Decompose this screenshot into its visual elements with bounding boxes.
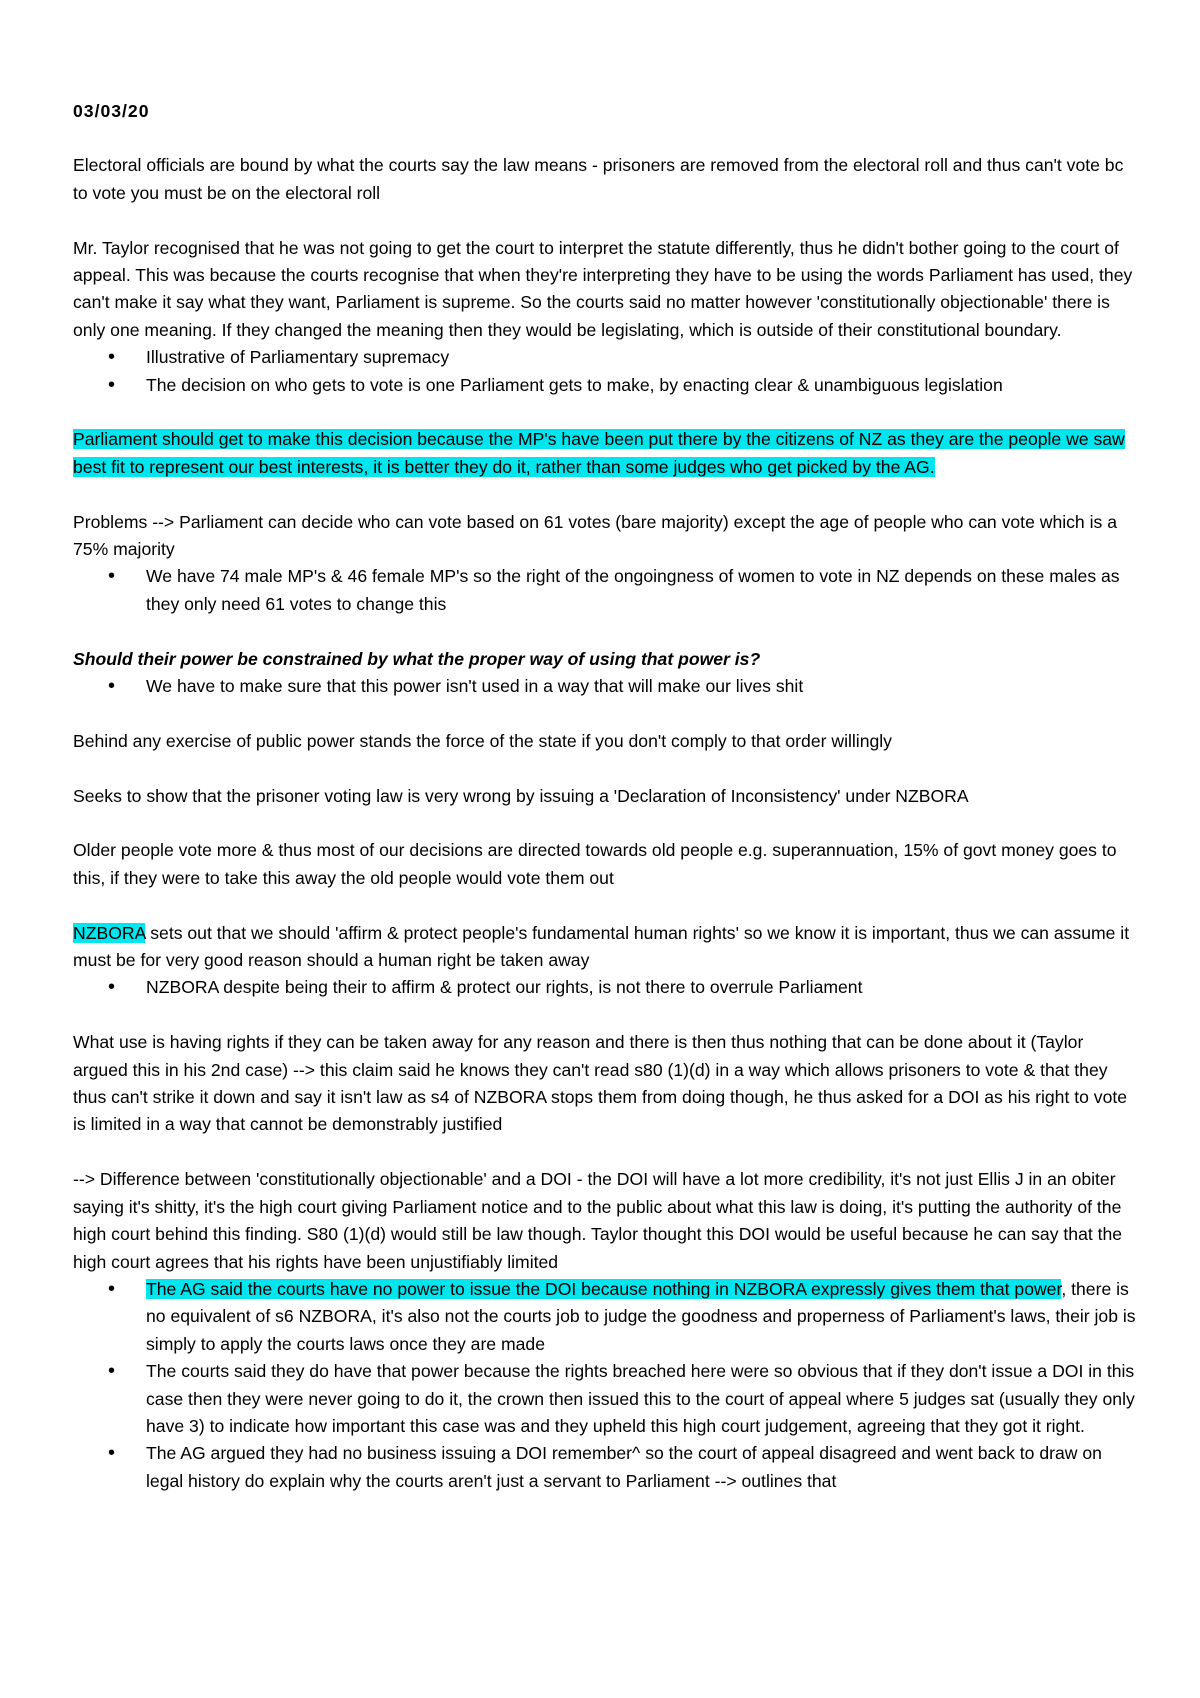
list-item-text: We have 74 male MP's & 46 female MP's so the right of the ongoingness of women to vote in NZ depends on these males as they only need 61 votes to change this	[146, 566, 1120, 614]
bullet-list-question	[73, 673, 1140, 700]
list-item-text: We have to make sure that this power isn't used in a way that will make our lives shit	[146, 676, 804, 697]
bullet-icon: •	[108, 1277, 116, 1300]
list-item	[73, 974, 1140, 1001]
bullet-icon: •	[108, 373, 116, 396]
list-item	[73, 673, 1140, 700]
bullet-icon: •	[108, 1360, 116, 1383]
list-item	[73, 372, 1140, 399]
bullet-list-nzbora	[73, 974, 1140, 1001]
highlighted-text: NZBORA	[73, 922, 146, 943]
bullet-icon: •	[108, 976, 116, 999]
bullet-list-doi	[73, 1276, 1140, 1495]
note-date: 03/03/20	[73, 101, 150, 121]
list-item-text: The decision on who gets to vote is one Parliament gets to make, by enacting clear & unambiguous legislation	[146, 374, 1003, 395]
list-item-text: , there is no equivalent of s6 NZBORA, it's also not the courts job to judge the goodness and properness of Parliament's laws, their job is simply to apply the courts laws once they are made	[146, 1278, 1136, 1354]
paragraph-problems: Problems --> Parliament can decide who can vote based on 61 votes (bare majority) except the age of people who can vote which is a 75% majority	[73, 511, 1117, 560]
list-item	[73, 563, 1140, 618]
highlighted-text: Parliament should get to make this decision because the MP's have been put there by the citizens of NZ as they are the people we saw best fit to represent our best interests, it is better they do it, rather than some judges who get picked by the AG.	[73, 429, 1125, 477]
question-heading: Should their power be constrained by what the proper way of using that power is?	[73, 648, 761, 669]
bullet-icon: •	[108, 1442, 116, 1465]
paragraph-declaration: Seeks to show that the prisoner voting law is very wrong by issuing a 'Declaration of Inconsistency' under NZBORA	[73, 785, 969, 806]
list-item	[73, 344, 1140, 371]
paragraph-mr-taylor: Mr. Taylor recognised that he was not going to get the court to interpret the statute differently, thus he didn't bother going to the court of appeal. This was because the courts recognise that when they're interpreting they have to be using the words Parliament has used, they can't make it say what they want, Parliament is supreme. So the courts said no matter however 'constitutionally objectionable' there is only one meaning. If they changed the meaning then they would be legislating, which is outside of their constitutional boundary.	[73, 237, 1133, 340]
list-item-text: Illustrative of Parliamentary supremacy	[146, 347, 450, 368]
paragraph-older-people: Older people vote more & thus most of our decisions are directed towards old people e.g. superannuation, 15% of govt money goes to this, if they were to take this away the old people would vote them out	[73, 840, 1117, 888]
paragraph-text: sets out that we should 'affirm & protect people's fundamental human rights' so we know it is important, thus we can assume it must be for very good reason should a human right be taken away	[73, 922, 1130, 971]
paragraph-electoral-officials: Electoral officials are bound by what the courts say the law means - prisoners are removed from the electoral roll and thus can't vote bc to vote you must be on the electoral roll	[73, 155, 1124, 203]
list-item-text: NZBORA despite being their to affirm & protect our rights, is not there to overrule Parliament	[146, 977, 863, 998]
bullet-icon: •	[108, 675, 116, 698]
bullet-icon: •	[108, 565, 116, 588]
list-item	[73, 1440, 1140, 1495]
bullet-list-supremacy	[73, 344, 1140, 399]
paragraph-public-power: Behind any exercise of public power stands the force of the state if you don't comply to that order willingly	[73, 730, 892, 751]
paragraph-use-of-rights: What use is having rights if they can be taken away for any reason and there is then thus nothing that can be done about it (Taylor argued this in his 2nd case) --> this claim said he knows they can't read s80 (1)(d) in a way which allows prisoners to vote & that they thus can't strike it down and say it isn't law as s4 of NZBORA stops them from doing though, he thus asked for a DOI as his right to vote is limited in a way that cannot be demonstrably justified	[73, 1032, 1128, 1135]
paragraph-difference: --> Difference between 'constitutionally objectionable' and a DOI - the DOI will have a lot more credibility, it's not just Ellis J in an obiter saying it's shitty, it's the high court giving Parliament notice and to the public about what this law is doing, it's putting the authority of the high court behind this finding. S80 (1)(d) would still be law though. Taylor thought this DOI would be useful because he can say that the high court agrees that his rights have been unjustifiably limited	[73, 1169, 1123, 1272]
list-item-text: The AG argued they had no business issuing a DOI remember^ so the court of appeal disagreed and went back to draw on legal history do explain why the courts aren't just a servant to Parliament --> outlines that	[146, 1443, 1102, 1491]
bullet-icon: •	[108, 346, 116, 369]
paragraph-parliament-decision	[73, 426, 1140, 481]
list-item	[73, 1358, 1140, 1440]
paragraph-nzbora	[73, 920, 1140, 975]
bullet-list-problems	[73, 563, 1140, 618]
list-item-text: The courts said they do have that power because the rights breached here were so obvious that if they don't issue a DOI in this case then they were never going to do it, the crown then issued this to the court of appeal where 5 judges sat (usually they only have 3) to indicate how important this case was and they upheld this high court judgement, agreeing that they got it right.	[146, 1361, 1135, 1436]
highlighted-text: The AG said the courts have no power to issue the DOI because nothing in NZBORA expressly gives them that power	[146, 1278, 1062, 1299]
list-item	[73, 1276, 1140, 1358]
